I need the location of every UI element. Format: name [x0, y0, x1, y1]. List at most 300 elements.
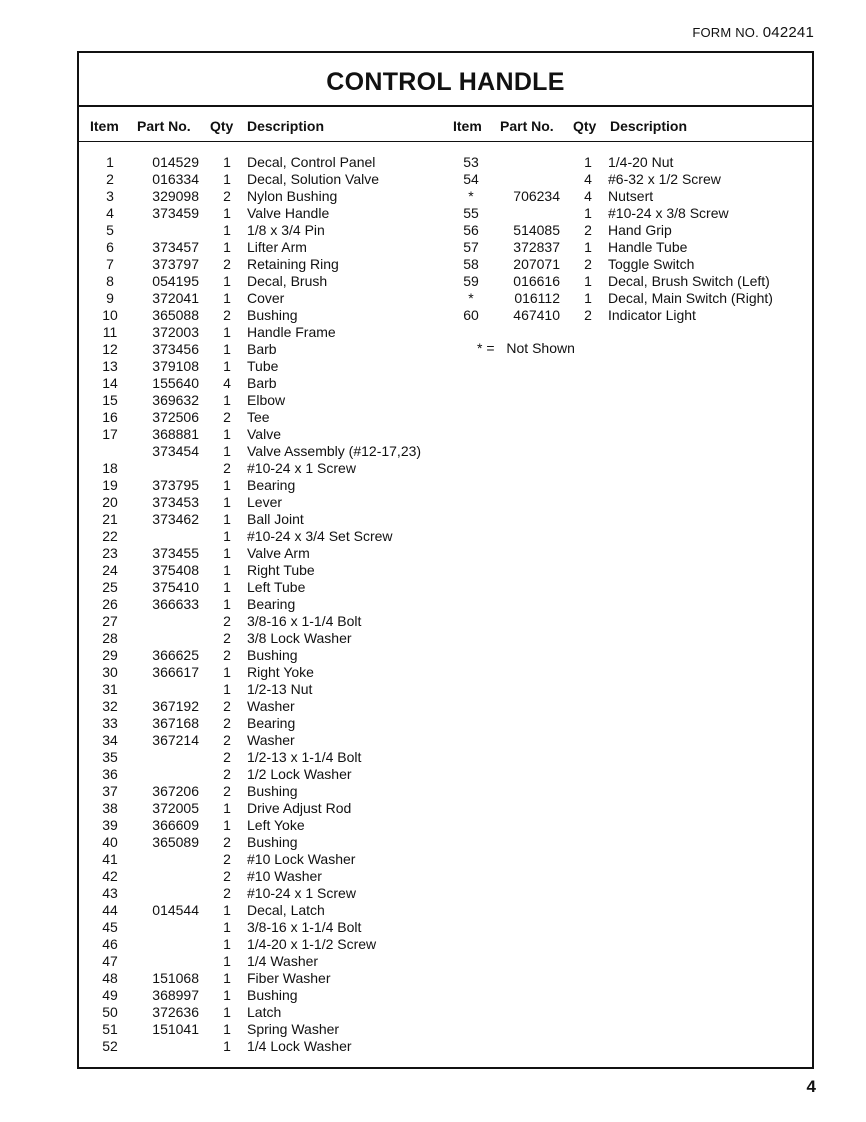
parts-row — [89, 171, 439, 188]
description: Nutsert — [608, 188, 654, 204]
quantity: 1 — [223, 341, 231, 357]
quantity: 2 — [223, 630, 231, 646]
item-number: 22 — [102, 528, 118, 544]
quantity: 1 — [223, 290, 231, 306]
header-qty-right: Qty — [573, 118, 597, 134]
quantity: 1 — [223, 222, 231, 238]
item-number: 32 — [102, 698, 118, 714]
item-number: 34 — [102, 732, 118, 748]
item-number: 26 — [102, 596, 118, 612]
item-number: 4 — [106, 205, 114, 221]
description: Right Tube — [247, 562, 315, 578]
item-number: 3 — [106, 188, 114, 204]
quantity: 2 — [223, 851, 231, 867]
description: Decal, Brush Switch (Left) — [608, 273, 770, 289]
parts-row — [89, 494, 439, 511]
item-number: 11 — [102, 324, 118, 340]
part-number: 366609 — [152, 817, 199, 833]
part-number: 367168 — [152, 715, 199, 731]
item-number: 20 — [102, 494, 118, 510]
description: #10-24 x 3/4 Set Screw — [247, 528, 393, 544]
parts-row — [89, 460, 439, 477]
quantity: 1 — [223, 273, 231, 289]
right-parts-list — [451, 154, 811, 324]
description: Valve Arm — [247, 545, 310, 561]
part-number: 329098 — [152, 188, 199, 204]
parts-row — [89, 392, 439, 409]
parts-row — [89, 698, 439, 715]
item-number: 33 — [102, 715, 118, 731]
description: Cover — [247, 290, 285, 306]
description: Valve — [247, 426, 281, 442]
item-number: 12 — [102, 341, 118, 357]
parts-row — [89, 307, 439, 324]
part-number: 207071 — [513, 256, 560, 272]
part-number: 372506 — [152, 409, 199, 425]
part-number: 016334 — [152, 171, 199, 187]
quantity: 1 — [223, 545, 231, 561]
description: #10-24 x 1 Screw — [247, 460, 356, 476]
item-number: 9 — [106, 290, 114, 306]
part-number: 373457 — [152, 239, 199, 255]
part-number: 373797 — [152, 256, 199, 272]
description: Valve Assembly (#12-17,23) — [247, 443, 422, 459]
quantity: 2 — [584, 307, 592, 323]
quantity: 2 — [223, 749, 231, 765]
description: #10 Lock Washer — [247, 851, 356, 867]
quantity: 1 — [223, 817, 231, 833]
quantity: 1 — [223, 1004, 231, 1020]
description: Elbow — [247, 392, 286, 408]
parts-row — [89, 749, 439, 766]
description: Latch — [247, 1004, 282, 1020]
parts-row — [89, 239, 439, 256]
item-number: 60 — [463, 307, 479, 323]
item-number: 44 — [102, 902, 118, 918]
quantity: 2 — [223, 783, 231, 799]
item-number: 29 — [102, 647, 118, 663]
parts-row — [89, 426, 439, 443]
description: Right Yoke — [247, 664, 314, 680]
description: Bearing — [247, 477, 296, 493]
quantity: 1 — [584, 205, 592, 221]
item-number: 13 — [102, 358, 118, 374]
item-number: 18 — [102, 460, 118, 476]
quantity: 1 — [223, 936, 231, 952]
item-number: 16 — [102, 409, 118, 425]
quantity: 1 — [223, 171, 231, 187]
parts-row — [89, 222, 439, 239]
header-description-left: Description — [247, 118, 325, 134]
quantity: 1 — [584, 239, 592, 255]
item-number: 59 — [463, 273, 479, 289]
quantity: 1 — [223, 494, 231, 510]
form-number-prefix: FORM NO. — [692, 25, 759, 40]
parts-row — [89, 664, 439, 681]
parts-row — [89, 936, 439, 953]
description: 1/4 Washer — [247, 953, 319, 969]
item-number: 45 — [102, 919, 118, 935]
item-number: 47 — [102, 953, 118, 969]
quantity: 2 — [223, 647, 231, 663]
quantity: 4 — [584, 188, 592, 204]
quantity: 2 — [584, 256, 592, 272]
quantity: 1 — [223, 477, 231, 493]
parts-row — [89, 1004, 439, 1021]
quantity: 1 — [223, 562, 231, 578]
item-number: 14 — [102, 375, 118, 391]
parts-row — [451, 222, 811, 239]
part-number: 366617 — [152, 664, 199, 680]
description: Decal, Brush — [247, 273, 328, 289]
description: 1/2 Lock Washer — [247, 766, 352, 782]
description: Bearing — [247, 715, 296, 731]
parts-row — [89, 630, 439, 647]
quantity: 1 — [223, 511, 231, 527]
part-number: 372041 — [152, 290, 199, 306]
description: Decal, Main Switch (Right) — [608, 290, 773, 306]
part-number: 016616 — [513, 273, 560, 289]
item-number: 46 — [102, 936, 118, 952]
quantity: 2 — [223, 613, 231, 629]
parts-row — [89, 358, 439, 375]
quantity: 1 — [223, 919, 231, 935]
parts-row — [89, 868, 439, 885]
item-number: 57 — [463, 239, 479, 255]
part-number: 151041 — [152, 1021, 199, 1037]
parts-row — [89, 800, 439, 817]
item-number: 7 — [106, 256, 114, 272]
item-number: 2 — [106, 171, 114, 187]
description: 3/8-16 x 1-1/4 Bolt — [247, 613, 362, 629]
quantity: 1 — [223, 1038, 231, 1054]
parts-row — [451, 307, 811, 324]
form-number-value: 042241 — [762, 24, 814, 41]
item-number: 39 — [102, 817, 118, 833]
header-part-left: Part No. — [137, 118, 191, 134]
quantity: 1 — [223, 154, 231, 170]
item-number: 38 — [102, 800, 118, 816]
parts-row — [451, 205, 811, 222]
parts-row — [89, 783, 439, 800]
part-number: 369632 — [152, 392, 199, 408]
description: 1/4-20 Nut — [608, 154, 674, 170]
item-number: 5 — [106, 222, 114, 238]
quantity: 2 — [223, 698, 231, 714]
item-number: 56 — [463, 222, 479, 238]
quantity: 1 — [223, 443, 231, 459]
quantity: 4 — [223, 375, 231, 391]
part-number: 367206 — [152, 783, 199, 799]
quantity: 1 — [223, 800, 231, 816]
item-number: 52 — [102, 1038, 118, 1054]
item-number: 41 — [102, 851, 118, 867]
item-number: 49 — [102, 987, 118, 1003]
part-number: 366633 — [152, 596, 199, 612]
item-number: 42 — [102, 868, 118, 884]
description: Decal, Control Panel — [247, 154, 376, 170]
description: Nylon Bushing — [247, 188, 338, 204]
item-number: 8 — [106, 273, 114, 289]
parts-row — [89, 375, 439, 392]
part-number: 368881 — [152, 426, 199, 442]
quantity: 1 — [223, 681, 231, 697]
part-number: 372837 — [513, 239, 560, 255]
parts-row — [451, 239, 811, 256]
parts-row — [89, 715, 439, 732]
description: #10 Washer — [247, 868, 322, 884]
quantity: 1 — [223, 953, 231, 969]
description: Drive Adjust Rod — [247, 800, 352, 816]
quantity: 2 — [223, 834, 231, 850]
parts-row — [89, 987, 439, 1004]
header-description-right: Description — [610, 118, 688, 134]
title-bar — [79, 53, 812, 107]
quantity: 1 — [223, 987, 231, 1003]
quantity: 1 — [584, 154, 592, 170]
item-number: 10 — [102, 307, 118, 323]
parts-row — [89, 273, 439, 290]
parts-row — [89, 596, 439, 613]
parts-row — [89, 579, 439, 596]
quantity: 2 — [584, 222, 592, 238]
part-number: 365089 — [152, 834, 199, 850]
parts-row — [89, 443, 439, 460]
quantity: 2 — [223, 732, 231, 748]
item-number: 21 — [102, 511, 118, 527]
quantity: 1 — [223, 324, 231, 340]
parts-row — [89, 902, 439, 919]
description: 3/8 Lock Washer — [247, 630, 352, 646]
description: Bushing — [247, 783, 298, 799]
quantity: 1 — [223, 358, 231, 374]
item-number: 43 — [102, 885, 118, 901]
quantity: 2 — [223, 188, 231, 204]
part-number: 706234 — [513, 188, 560, 204]
description: Lifter Arm — [247, 239, 307, 255]
quantity: 1 — [223, 970, 231, 986]
description: Ball Joint — [247, 511, 304, 527]
description: Hand Grip — [608, 222, 672, 238]
parts-row — [451, 154, 811, 171]
parts-row — [451, 188, 811, 205]
parts-row — [89, 732, 439, 749]
part-number: 467410 — [513, 307, 560, 323]
parts-row — [451, 171, 811, 188]
parts-row — [451, 256, 811, 273]
parts-row — [89, 834, 439, 851]
description: Toggle Switch — [608, 256, 695, 272]
parts-row — [451, 273, 811, 290]
part-number: 375408 — [152, 562, 199, 578]
parts-row — [451, 290, 811, 307]
header-item-right: Item — [453, 118, 482, 134]
parts-row — [89, 562, 439, 579]
quantity: 1 — [223, 902, 231, 918]
item-number: 50 — [102, 1004, 118, 1020]
part-number: 373795 — [152, 477, 199, 493]
quantity: 1 — [584, 273, 592, 289]
part-number: 372005 — [152, 800, 199, 816]
quantity: 2 — [223, 766, 231, 782]
part-number: 016112 — [514, 290, 560, 306]
item-number: 54 — [463, 171, 479, 187]
description: Decal, Latch — [247, 902, 325, 918]
item-number: * — [468, 188, 474, 204]
quantity: 2 — [223, 868, 231, 884]
item-number: 55 — [463, 205, 479, 221]
description: #10-24 x 3/8 Screw — [608, 205, 729, 221]
part-number: 373454 — [152, 443, 199, 459]
item-number: 58 — [463, 256, 479, 272]
description: Handle Frame — [247, 324, 336, 340]
item-number: 24 — [102, 562, 118, 578]
item-number: 53 — [463, 154, 479, 170]
item-number: 1 — [106, 154, 114, 170]
part-number: 375410 — [152, 579, 199, 595]
part-number: 368997 — [152, 987, 199, 1003]
item-number: 15 — [102, 392, 118, 408]
parts-row — [89, 409, 439, 426]
quantity: 1 — [223, 596, 231, 612]
parts-row — [89, 953, 439, 970]
quantity: 1 — [223, 579, 231, 595]
quantity: 2 — [223, 409, 231, 425]
item-number: 30 — [102, 664, 118, 680]
header-qty-left: Qty — [210, 118, 234, 134]
description: Barb — [247, 341, 277, 357]
item-number: 48 — [102, 970, 118, 986]
quantity: 2 — [223, 256, 231, 272]
description: Bearing — [247, 596, 296, 612]
part-number: 365088 — [152, 307, 199, 323]
parts-row — [89, 511, 439, 528]
parts-row — [89, 341, 439, 358]
description: 1/2-13 x 1-1/4 Bolt — [247, 749, 362, 765]
part-number: 014544 — [152, 902, 199, 918]
description: #10-24 x 1 Screw — [247, 885, 356, 901]
parts-row — [89, 766, 439, 783]
header-part-right: Part No. — [500, 118, 554, 134]
parts-row — [89, 205, 439, 222]
part-number: 379108 — [152, 358, 199, 374]
parts-row — [89, 154, 439, 171]
description: Decal, Solution Valve — [247, 171, 380, 187]
quantity: 1 — [223, 528, 231, 544]
not-shown-note — [477, 340, 575, 356]
description: Bushing — [247, 647, 298, 663]
quantity: 2 — [223, 307, 231, 323]
quantity: 1 — [223, 1021, 231, 1037]
description: Tee — [247, 409, 270, 425]
parts-list-frame — [77, 51, 814, 1069]
quantity: 4 — [584, 171, 592, 187]
description: Valve Handle — [247, 205, 330, 221]
description: Left Tube — [247, 579, 306, 595]
part-number: 373453 — [152, 494, 199, 510]
description: Retaining Ring — [247, 256, 339, 272]
part-number: 372003 — [152, 324, 199, 340]
description: 1/4-20 x 1-1/2 Screw — [247, 936, 377, 952]
description: Spring Washer — [247, 1021, 340, 1037]
parts-row — [89, 817, 439, 834]
part-number: 366625 — [152, 647, 199, 663]
parts-row — [89, 885, 439, 902]
description: Handle Tube — [608, 239, 688, 255]
item-number: 23 — [102, 545, 118, 561]
parts-row — [89, 1038, 439, 1055]
description: Washer — [247, 698, 295, 714]
parts-row — [89, 681, 439, 698]
left-parts-list — [89, 154, 439, 1055]
part-number: 373462 — [152, 511, 199, 527]
description: 1/4 Lock Washer — [247, 1038, 352, 1054]
parts-row — [89, 1021, 439, 1038]
description: #6-32 x 1/2 Screw — [608, 171, 721, 187]
part-number: 014529 — [152, 154, 199, 170]
parts-row — [89, 324, 439, 341]
part-number: 373459 — [152, 205, 199, 221]
parts-row — [89, 528, 439, 545]
item-number: 25 — [102, 579, 118, 595]
item-number: 37 — [102, 783, 118, 799]
quantity: 1 — [223, 392, 231, 408]
parts-row — [89, 919, 439, 936]
item-number: 51 — [102, 1021, 118, 1037]
part-number: 151068 — [152, 970, 199, 986]
part-number: 367214 — [152, 732, 199, 748]
quantity: 2 — [223, 885, 231, 901]
item-number: 27 — [102, 613, 118, 629]
description: Left Yoke — [247, 817, 305, 833]
item-number: 17 — [102, 426, 118, 442]
part-number: 514085 — [513, 222, 560, 238]
description: Washer — [247, 732, 295, 748]
header-item-left: Item — [90, 118, 119, 134]
description: 1/8 x 3/4 Pin — [247, 222, 325, 238]
parts-row — [89, 613, 439, 630]
column-headers — [79, 107, 812, 142]
part-number: 372636 — [152, 1004, 199, 1020]
item-number: * — [468, 290, 474, 306]
form-number-label — [692, 24, 814, 41]
part-number: 373455 — [152, 545, 199, 561]
parts-row — [89, 290, 439, 307]
page-title: CONTROL HANDLE — [326, 67, 565, 96]
description: 1/2-13 Nut — [247, 681, 313, 697]
item-number: 19 — [102, 477, 118, 493]
not-shown-text: Not Shown — [506, 340, 575, 356]
quantity: 2 — [223, 460, 231, 476]
item-number: 36 — [102, 766, 118, 782]
description: Fiber Washer — [247, 970, 331, 986]
description: Bushing — [247, 307, 298, 323]
quantity: 2 — [223, 715, 231, 731]
part-number: 054195 — [152, 273, 199, 289]
parts-row — [89, 970, 439, 987]
description: Indicator Light — [608, 307, 696, 323]
quantity: 1 — [584, 290, 592, 306]
item-number: 6 — [106, 239, 114, 255]
description: Lever — [247, 494, 283, 510]
part-number: 367192 — [152, 698, 199, 714]
description: Barb — [247, 375, 277, 391]
parts-row — [89, 256, 439, 273]
description: 3/8-16 x 1-1/4 Bolt — [247, 919, 362, 935]
quantity: 1 — [223, 426, 231, 442]
parts-row — [89, 188, 439, 205]
quantity: 1 — [223, 205, 231, 221]
